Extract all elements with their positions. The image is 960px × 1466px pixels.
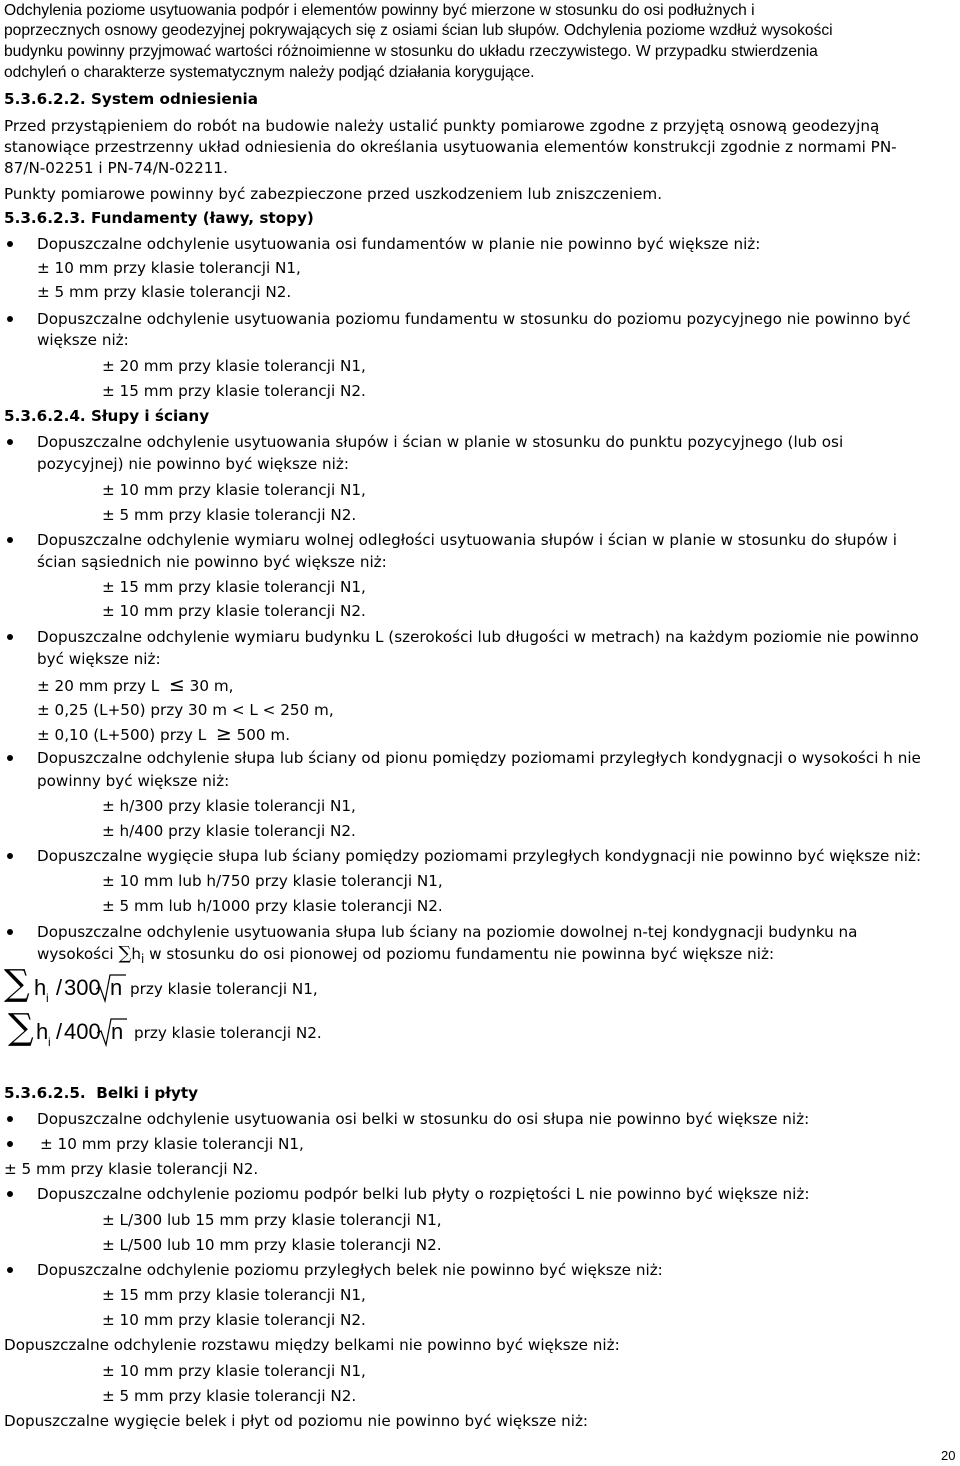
value-line: ± h/400 przy klasie tolerancji N2. xyxy=(102,822,356,840)
less-equal-symbol: ≤ xyxy=(168,674,185,696)
bullet-item: wysokości $\sum h_i$ w stosunku do osi pionowej od poziomu fundamentu nie powinna być większe niż: xyxy=(37,943,775,967)
bullet-item: ścian sąsiednich nie powinno być większe niż: xyxy=(37,553,387,571)
bullet-item: Dopuszczalne odchylenie słupa lub ściany od pionu pomiędzy poziomami przyległych kondygnacji o wysokości h nie xyxy=(37,749,921,767)
value-line: ± 15 mm przy klasie tolerancji N1, xyxy=(102,1286,366,1304)
section-title: Słupy i ściany xyxy=(90,407,210,425)
bullet-icon xyxy=(7,1116,13,1122)
bullet-item: pozycyjnej) nie powinno być większe niż: xyxy=(37,455,349,473)
bullet-item: Dopuszczalne odchylenie usytuowania słupów i ścian w planie w stosunku do punktu pozycyjnego (lub osi xyxy=(37,433,844,451)
intro-line: poprzecznych osnowy geodezyjnej pokrywających się z osiami ścian lub słupów. Odchylenia poziome wzdłuż wysokości xyxy=(4,22,833,39)
bullet-icon xyxy=(7,929,13,935)
document-page: Odchylenia poziome usytuowania podpór i elementów powinny być mierzone w stosunku do osi podłużnych i poprzecznych osnowy geodezyjnej pokrywających się z osiami ścian lub słupów. Odchylenia poziome wzdłuż wysokości budynku powinny przyjmować wartości różnoimienne w stosunku do układu rzeczywistego. W przypadku stwierdzenia odchyleń o charakterze systematycznym należy podjąć działania korygujące. 5.3.6.2.2. System odniesienia Przed przystąpieniem do robót na budowie należy ustalić punkty pomiarowe zgodne z przyjętą osnową geodezyjną stanowiące przestrzenny układ odniesienia do określania usytuowania elementów konstrukcji zgodnie z normami PN- 87/N-02251 i PN-74/N-02211. Punkty pomiarowe powinny być zabezpieczone przed uszkodzeniem lub zniszczeniem. 5.3.6.2.3. Fundamenty (ławy, stopy) Dopuszczalne odchylenie usytuowania osi fundamentów w planie nie powinno być większe niż: ± 10 mm przy klasie tolerancji N1, ± 5 mm przy klasie tolerancji N2. Dopuszczalne odchylenie usytuowania poziomu fundamentu w stosunku do poziomu pozycyjnego nie powinno być większe niż: ± 20 mm przy klasie tolerancji N1, ± 15 mm przy klasie tolerancji N2. 5.3.6.2.4. Słupy i ściany Dopuszczalne odchylenie usytuowania słupów i ścian w planie w stosunku do punktu pozycyjnego (lub osi pozycyjnej) nie powinno być większe niż: ± 10 mm przy klasie tolerancji N1, ± 5 mm przy klasie tolerancji N2. Dopuszczalne odchylenie wymiaru wolnej odległości usytuowania słupów i ścian w planie w stosunku do słupów i ścian sąsiednich nie powinno być większe niż: ± 15 mm przy klasie tolerancji N1, ± 10 mm przy klasie tolerancji N2. Dopuszczalne odchylenie wymiaru budynku L (szerokości lub długości w metrach) na każdym poziomie nie powinno być większe niż: ± 20 mm przy L ≤ 30 m, ± 0,25 (L+50) przy 30 m < L < 250 m, ± 0,10 (L+500) przy L ≥ 500 m. Dopuszczalne odchylenie słupa lub ściany od pionu pomiędzy poziomami przyległych kondygnacji o wysokości h nie powinny być większe niż: ± h/300 przy klasie tolerancji N1, ± h/400 przy klasie tolerancji N2. Dopuszczalne wygięcie słupa lub ściany pomiędzy poziomami przyległych kondygnacji nie powinno być większe niż: ± 10 mm lub h/750 przy klasie tolerancji N1, ± 5 mm lub h/1000 przy klasie tolerancji N2. Dopuszczalne odchylenie usytuowania słupa lub ściany na poziomie dowolnej n-tej kondygnacji budynku na wysokości $\sum h_i$ w stosunku do osi pionowej od poziomu fundamentu nie powinna być większe niż: ∑ h i / 300 n przy klasie tolerancji N1, ∑ h i / 400 n przy klasie tolerancji N2. 5.3.6.2.5. Belki i płyty Dopuszczalne odchylenie usytuowania osi belki w stosunku do osi słupa nie powinno być większe niż: ± 10 mm przy klasie tolerancji N1, ± 5 mm przy klasie tolerancji N2. Dopuszczalne odchylenie poziomu podpór belki lub płyty o rozpiętości L nie powinno być większe niż: ± L/300 lub 15 mm przy klasie tolerancji N1, ± L/500 lub 10 mm przy klasie tolerancji N2. Dopuszczalne odchylenie poziomu przyległych belek nie powinno być większe niż: ± 15 mm przy klasie tolerancji N1, ± 10 mm przy klasie tolerancji N2. Dopuszczalne odchylenie rozstawu między belkami nie powinno być większe niż: ± 10 mm przy klasie tolerancji N1, ± 5 mm przy klasie tolerancji N2. Dopuszczalne wygięcie belek i płyt od poziomu nie powinno być większe niż: 20 xyxy=(4,2,956,1463)
section-title: Belki i płyty xyxy=(96,1084,199,1102)
value-line: ± 5 mm lub h/1000 przy klasie tolerancji N2. xyxy=(102,897,443,915)
value-line: ± 5 mm przy klasie tolerancji N2. xyxy=(4,1160,259,1178)
bullet-icon xyxy=(7,1191,13,1197)
greater-equal-symbol: ≥ xyxy=(215,723,232,745)
paragraph-line: Dopuszczalne odchylenie rozstawu między belkami nie powinno być większe niż: xyxy=(4,1336,620,1354)
section-number: 5.3.6.2.4. xyxy=(4,407,86,425)
value-line: ± 5 mm przy klasie tolerancji N2. xyxy=(37,283,292,301)
sigma-symbol: ∑ xyxy=(118,943,132,964)
value-line: ± 10 mm przy klasie tolerancji N1, xyxy=(37,259,301,277)
bullet-item: większe niż: xyxy=(37,331,129,349)
bullet-item: powinny być większe niż: xyxy=(37,772,230,790)
bullet-icon xyxy=(7,1267,13,1273)
bullet-icon xyxy=(7,634,13,640)
value-line: ± 15 mm przy klasie tolerancji N2. xyxy=(102,382,366,400)
value-line: ± 20 mm przy klasie tolerancji N1, xyxy=(102,357,366,375)
section-number: 5.3.6.2.5. xyxy=(4,1084,86,1102)
bullet-item: Dopuszczalne odchylenie usytuowania osi fundamentów w planie nie powinno być większe niż: xyxy=(37,235,761,253)
value-line: ± h/300 przy klasie tolerancji N1, xyxy=(102,797,356,815)
bullet-icon xyxy=(7,853,13,859)
section-heading xyxy=(4,1082,198,1104)
value-line: ± 10 mm przy klasie tolerancji N2. xyxy=(102,602,366,620)
bullet-item: być większe niż: xyxy=(37,650,161,668)
value-line: ± 10 mm przy klasie tolerancji N1, xyxy=(102,481,366,499)
sigma-symbol: ∑ xyxy=(8,1007,34,1048)
value-line: ± 15 mm przy klasie tolerancji N1, xyxy=(102,578,366,596)
bullet-icon xyxy=(7,316,13,322)
section-heading xyxy=(4,207,314,229)
section-title: System odniesienia xyxy=(90,90,258,108)
page-number: 20 xyxy=(941,1448,956,1463)
section-heading xyxy=(4,405,209,427)
bullet-icon xyxy=(7,537,13,543)
intro-line: Odchylenia poziome usytuowania podpór i elementów powinny być mierzone w stosunku do osi podłużnych i xyxy=(4,2,755,19)
bullet-item: Dopuszczalne odchylenie poziomu podpór belki lub płyty o rozpiętości L nie powinno być większe niż: xyxy=(37,1185,810,1203)
bullet-item: Dopuszczalne wygięcie słupa lub ściany pomiędzy poziomami przyległych kondygnacji nie powinno być większe niż: xyxy=(37,847,922,865)
value-line: ± 0,10 (L+500) przy L ≥ 500 m. xyxy=(37,723,291,745)
intro-line: budynku powinny przyjmować wartości różnoimienne w stosunku do układu rzeczywistego. W przypadku stwierdzenia xyxy=(4,43,818,60)
bullet-item: Dopuszczalne odchylenie wymiaru budynku L (szerokości lub długości w metrach) na każdym poziomie nie powinno xyxy=(37,628,919,646)
bullet-item: Dopuszczalne odchylenie usytuowania słupa lub ściany na poziomie dowolnej n-tej kondygnacji budynku na xyxy=(37,923,858,941)
value-line: ± 10 mm przy klasie tolerancji N1, xyxy=(102,1362,366,1380)
value-line: ± 0,25 (L+50) przy 30 m < L < 250 m, xyxy=(37,701,334,719)
value-line: ± 20 mm przy L ≤ 30 m, xyxy=(37,674,234,696)
value-line: ± 5 mm przy klasie tolerancji N2. xyxy=(102,506,357,524)
bullet-icon xyxy=(7,241,13,247)
bullet-icon xyxy=(7,1141,13,1147)
paragraph-line: 87/N-02251 i PN-74/N-02211. xyxy=(4,159,228,177)
intro-line: odchyleń o charakterze systematycznym należy podjąć działania korygujące. xyxy=(4,64,535,81)
paragraph-line: Dopuszczalne wygięcie belek i płyt od poziomu nie powinno być większe niż: xyxy=(4,1412,589,1430)
paragraph-line: Punkty pomiarowe powinny być zabezpieczone przed uszkodzeniem lub zniszczeniem. xyxy=(4,185,663,203)
value-line: ± 5 mm przy klasie tolerancji N2. xyxy=(102,1387,357,1405)
bullet-icon xyxy=(7,755,13,761)
section-number: 5.3.6.2.3. xyxy=(4,209,86,227)
bullet-item: Dopuszczalne odchylenie usytuowania poziomu fundamentu w stosunku do poziomu pozycyjnego nie powinno być xyxy=(37,310,911,328)
value-line: ± L/300 lub 15 mm przy klasie tolerancji N1, xyxy=(102,1211,442,1229)
section-heading xyxy=(4,88,258,110)
paragraph-line: Przed przystąpieniem do robót na budowie należy ustalić punkty pomiarowe zgodne z przyjętą osnową geodezyjną xyxy=(4,117,880,135)
bullet-icon xyxy=(7,439,13,445)
value-line: ± 10 mm przy klasie tolerancji N1, xyxy=(40,1135,304,1153)
value-line: ± L/500 lub 10 mm przy klasie tolerancji N2. xyxy=(102,1236,442,1254)
section-number: 5.3.6.2.2. xyxy=(4,90,86,108)
value-line: ± 10 mm przy klasie tolerancji N2. xyxy=(102,1311,366,1329)
bullet-item: Dopuszczalne odchylenie poziomu przyległych belek nie powinno być większe niż: xyxy=(37,1261,663,1279)
sigma-symbol: ∑ xyxy=(4,963,30,1004)
bullet-item: Dopuszczalne odchylenie wymiaru wolnej odległości usytuowania słupów i ścian w planie w stosunku do słupów i xyxy=(37,531,897,549)
paragraph-line: stanowiące przestrzenny układ odniesienia do określania usytuowania elementów konstrukcji zgodnie z normami PN- xyxy=(4,138,897,156)
bullet-item: Dopuszczalne odchylenie usytuowania osi belki w stosunku do osi słupa nie powinno być większe niż: xyxy=(37,1110,810,1128)
value-line: ± 10 mm lub h/750 przy klasie tolerancji N1, xyxy=(102,872,443,890)
section-title: Fundamenty (ławy, stopy) xyxy=(90,209,314,227)
